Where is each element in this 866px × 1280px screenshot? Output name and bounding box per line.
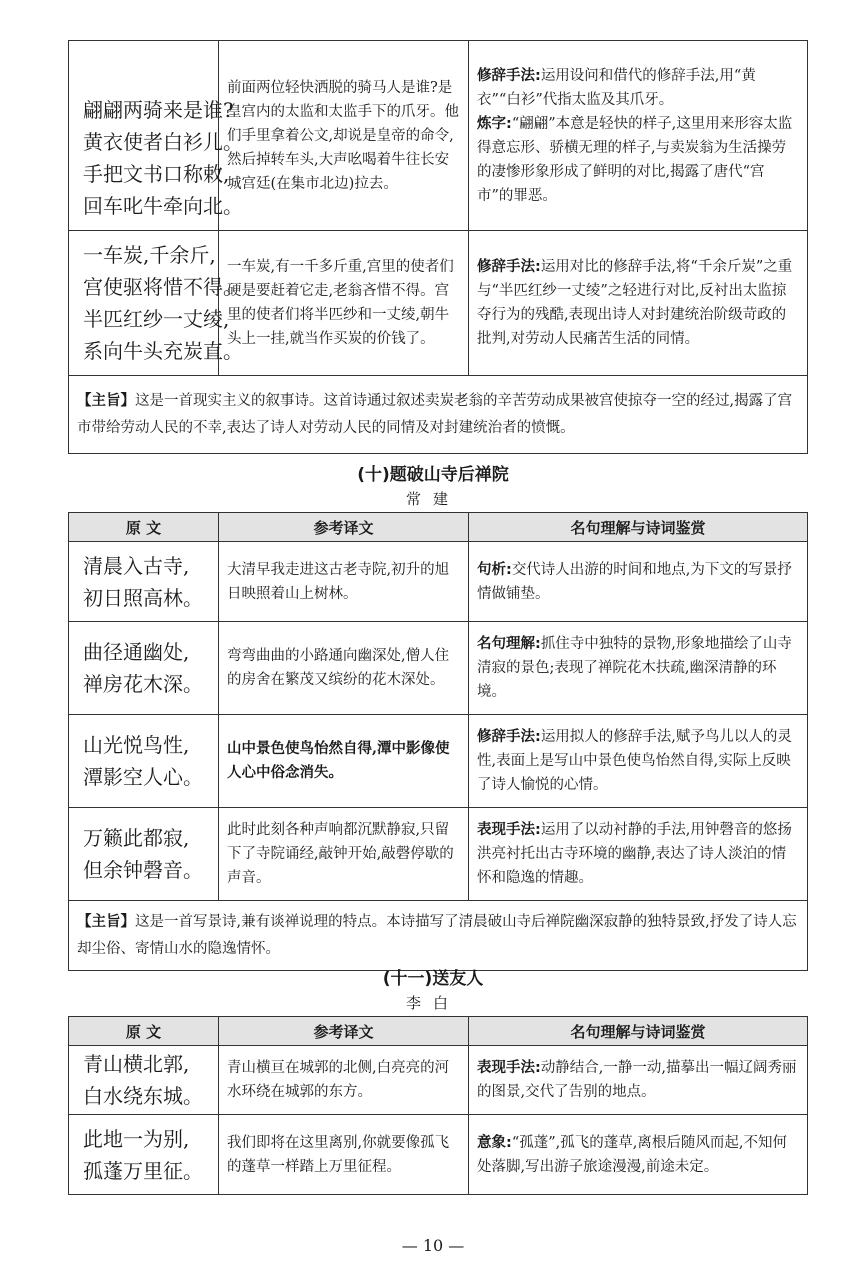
summary-row: 【主旨】这是一首写景诗,兼有谈禅说理的特点。本诗描写了清晨破山寺后禅院幽深寂静的独特景致,抒发了诗人忘却尘俗、寄情山水的隐逸情怀。 <box>69 901 808 971</box>
table-row: 清晨入古寺, 初日照高林。 大清早我走进这古老寺院,初升的旭日映照着山上树林。 句析:交代诗人出游的时间和地点,为下文的写景抒情做铺垫。 <box>69 542 808 622</box>
poem-title: (十一)送友人 <box>382 969 484 989</box>
table-row: 此地一为别, 孤蓬万里征。 我们即将在这里离别,你就要像孤飞的蓬草一样踏上万里征程。 意象:“孤蓬”,孤飞的蓬草,离根后随风而起,不知何处落脚,写出游子旅途漫漫,前途未定。 <box>69 1115 808 1195</box>
table-row: 万籁此都寂, 但余钟磬音。 此时此刻各种声响都沉默静寂,只留下了寺院诵经,敲钟开始,敲磬停歇的声音。 表现手法:运用了以动衬静的手法,用钟磬音的悠扬洪亮衬托出古寺环境的幽静,表达了诗人淡泊的情怀和隐逸的情趣。 <box>69 808 808 901</box>
translation-cell: 一车炭,有一千多斤重,宫里的使者们硬是要赶着它走,老翁吝惜不得。宫里的使者们将半匹纱和一丈绫,朝牛头上一挂,就当作买炭的价钱了。 <box>219 231 469 376</box>
table-header <box>69 513 808 542</box>
poem10-table <box>68 512 807 971</box>
table-row: 山光悦鸟性, 潭影空人心。 山中景色使鸟怡然自得,潭中影像使人心中俗念消失。 修辞手法:运用拟人的修辞手法,赋予鸟儿以人的灵性,表面上是写山中景色使鸟怡然自得,实际上反映了诗人愉悦的心情。 <box>69 715 808 808</box>
header-original: 原 文 <box>69 513 219 542</box>
original-cell: 一车炭,千余斤, 宫使驱将惜不得。 半匹红纱一丈绫, 系向牛头充炭直。 <box>69 231 219 376</box>
original-cell: 翩翩两骑来是谁? 黄衣使者白衫儿。 手把文书口称敕, 回车叱牛牵向北。 <box>69 41 219 231</box>
poem11-table <box>68 1016 807 1195</box>
top-poem-table <box>68 40 807 454</box>
table-row: 曲径通幽处, 禅房花木深。 弯弯曲曲的小路通向幽深处,僧人住的房舍在繁茂又缤纷的花木深处。 名句理解:抓住寺中独特的景物,形象地描绘了山寺清寂的景色;表现了禅院花木扶疏,幽深清静的环境。 <box>69 622 808 715</box>
table-row: 青山横北郭, 白水绕东城。 青山横亘在城郭的北侧,白亮亮的河水环绕在城郭的东方。 表现手法:动静结合,一静一动,描摹出一幅辽阔秀丽的图景,交代了告别的地点。 <box>69 1046 808 1115</box>
table-header: 原 文 参考译文 名句理解与诗词鉴赏 <box>69 1017 808 1046</box>
header-appreciation: 名句理解与诗词鉴赏 <box>469 513 808 542</box>
appreciation-cell: 修辞手法:运用对比的修辞手法,将“千余斤炭”之重与“半匹红纱一丈绫”之轻进行对比,反衬出太监掠夺行为的残酷,表现出诗人对封建统治阶级苛政的批判,对劳动人民痛苦生活的同情。 <box>469 231 808 376</box>
poem-title: (十)题破山寺后禅院 <box>357 465 509 485</box>
poem-author: 常建 <box>405 490 460 508</box>
summary-row: 【主旨】这是一首现实主义的叙事诗。这首诗通过叙述卖炭老翁的辛苦劳动成果被宫使掠夺一空的经过,揭露了宫市带给劳动人民的不幸,表达了诗人对劳动人民的同情及对封建统治者的愤慨。 <box>69 376 808 454</box>
table-row <box>69 41 808 231</box>
poem-author: 李白 <box>405 994 460 1012</box>
header-translation: 参考译文 <box>219 513 469 542</box>
translation-cell: 前面两位轻快洒脱的骑马人是谁?是皇宫内的太监和太监手下的爪牙。他们手里拿着公文,却说是皇帝的命令,然后掉转车头,大声吆喝着牛往长安城宫廷(在集市北边)拉去。 <box>219 41 469 231</box>
appreciation-cell: 修辞手法:运用设问和借代的修辞手法,用“黄衣”“白衫”代指太监及其爪牙。 炼字:“翩翩”本意是轻快的样子,这里用来形容太监得意忘形、骄横无理的样子,与卖炭翁为生活操劳的凄惨形象形成了鲜明的对比,揭露了唐代“宫市”的罪恶。 <box>469 41 808 231</box>
page-number: — 10 — <box>401 1236 465 1255</box>
table-row <box>69 231 808 376</box>
